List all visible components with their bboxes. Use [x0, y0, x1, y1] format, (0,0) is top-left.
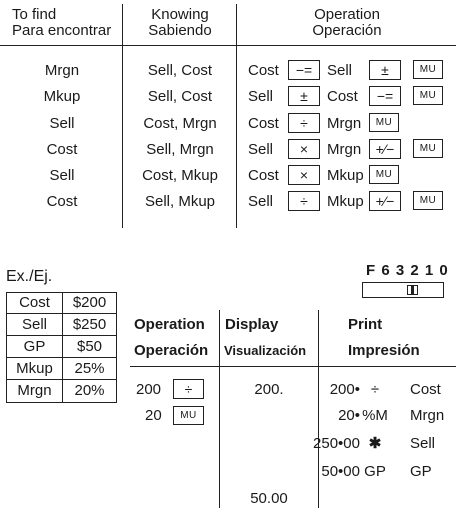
markup-key: MU	[413, 86, 443, 105]
example-value: 25%	[74, 360, 105, 377]
operand-1: Sell	[248, 88, 274, 105]
print-symbol: ÷	[370, 381, 380, 398]
header-to-find: To find	[12, 6, 57, 23]
print-symbol: %M	[362, 407, 388, 424]
know-value: Sell, Mkup	[144, 193, 216, 210]
find-value: Cost	[46, 141, 78, 158]
operand-2: Mkup	[327, 193, 364, 210]
operation-value: 20	[145, 407, 162, 424]
plus-equals-key: ±	[369, 60, 401, 80]
markup-key: MU	[369, 165, 399, 184]
know-value: Sell, Mrgn	[146, 141, 214, 158]
know-value: Cost, Mkup	[142, 167, 218, 184]
plus-equals-key: ±	[288, 86, 320, 106]
operand-1: Cost	[248, 62, 279, 79]
know-value: Sell, Cost	[147, 88, 213, 105]
operand-1: Cost	[248, 115, 279, 132]
example-divider-2	[318, 310, 319, 508]
switch-setting-code: F 6 3 2 1 0	[366, 262, 449, 279]
multiply-key: ×	[288, 165, 320, 185]
switch-knob-icon	[407, 285, 418, 295]
header-sabiendo: Sabiendo	[148, 22, 212, 39]
print-label: Cost	[410, 381, 441, 398]
print-number: 200•	[329, 381, 360, 398]
sign-change-key: +⁄−	[369, 139, 401, 159]
markup-key: MU	[413, 60, 443, 79]
example-values-grid	[6, 292, 117, 403]
header-print: Print	[348, 316, 383, 333]
operand-2: Mrgn	[327, 115, 362, 132]
find-value: Mrgn	[44, 62, 80, 79]
operand-2: Mkup	[327, 167, 364, 184]
header-operation: Operation	[134, 316, 205, 333]
print-symbol: GP	[364, 463, 386, 480]
print-number: 20•	[338, 407, 360, 424]
operand-1: Cost	[248, 167, 279, 184]
example-name: GP	[23, 338, 46, 355]
markup-key: MU	[413, 139, 443, 158]
example-name: Mrgn	[17, 382, 52, 399]
header-operation: Operation	[314, 6, 380, 23]
example-value: $250	[72, 316, 107, 333]
operand-1: Sell	[248, 193, 274, 210]
header-impresion: Impresión	[348, 342, 420, 359]
operand-2: Sell	[327, 62, 353, 79]
operand-2: Cost	[327, 88, 358, 105]
header-knowing: Knowing	[151, 6, 209, 23]
print-label: Sell	[410, 435, 436, 452]
example-label: Ex./Ej.	[6, 268, 53, 285]
header-operacion: Operación	[134, 342, 209, 359]
header-visualizacion: Visualización	[224, 343, 307, 358]
example-value: 20%	[74, 382, 105, 399]
print-label: GP	[410, 463, 432, 480]
divide-key: ÷	[288, 191, 320, 211]
print-number: 50•00	[321, 463, 360, 480]
operation-value: 200	[136, 381, 162, 398]
example-header-rule	[130, 366, 456, 367]
header-para-encontrar: Para encontrar	[12, 22, 112, 39]
find-value: Sell	[49, 115, 75, 132]
example-name: Sell	[21, 316, 47, 333]
operand-2: Mrgn	[327, 141, 362, 158]
header-operacion: Operación	[312, 22, 382, 39]
know-value: Sell, Cost	[147, 62, 213, 79]
markup-key: MU	[413, 191, 443, 210]
print-label: Mrgn	[410, 407, 445, 424]
print-number: 250•00	[313, 435, 360, 452]
example-name: Cost	[19, 294, 50, 311]
multiply-key: ×	[288, 139, 320, 159]
markup-key: MU	[173, 406, 204, 425]
divide-key: ÷	[173, 379, 204, 399]
print-symbol: ✱	[368, 435, 382, 452]
example-value: $50	[76, 338, 103, 355]
display-value: 200.	[254, 381, 284, 398]
operand-1: Sell	[248, 141, 274, 158]
example-divider-1	[219, 310, 220, 508]
example-name: Mkup	[16, 360, 53, 377]
sign-change-key: +⁄−	[369, 191, 401, 211]
header-display: Display	[225, 316, 279, 333]
display-value: 50.00	[250, 490, 288, 507]
find-value: Mkup	[43, 88, 81, 105]
divide-key: ÷	[288, 113, 320, 133]
find-value: Sell	[49, 167, 75, 184]
example-value: $200	[72, 294, 107, 311]
find-value: Cost	[46, 193, 78, 210]
know-value: Cost, Mrgn	[143, 115, 217, 132]
formula-header-rule	[0, 45, 456, 46]
markup-key: MU	[369, 113, 399, 132]
formula-divider-2	[236, 4, 237, 228]
subtract-equals-key: −=	[369, 86, 401, 106]
subtract-equals-key: −=	[288, 60, 320, 80]
decimal-selector-switch	[362, 282, 444, 298]
